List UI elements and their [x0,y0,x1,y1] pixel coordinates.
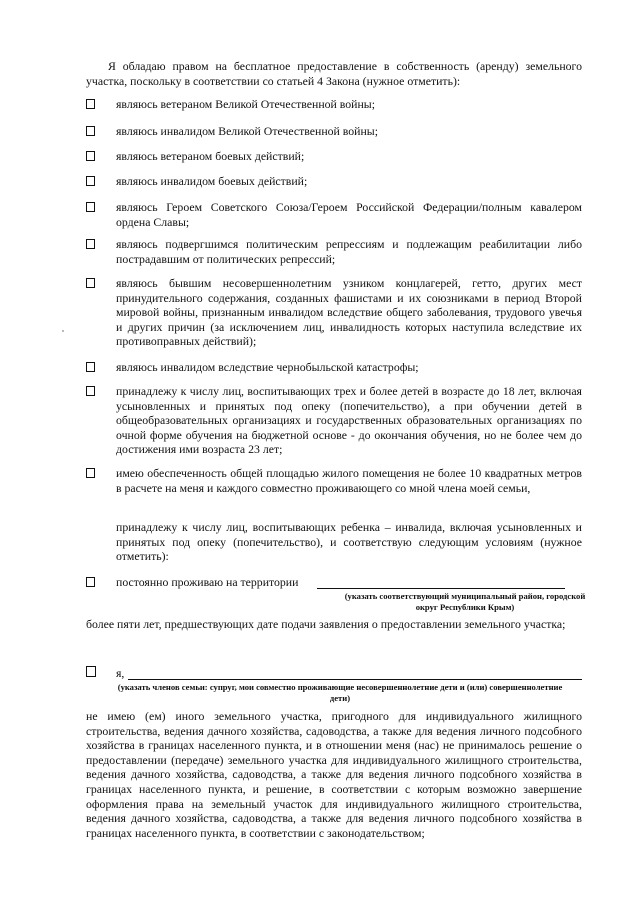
option-label: являюсь ветераном боевых действий; [116,149,305,163]
checkbox[interactable] [86,386,95,396]
family-fill-line[interactable] [128,679,582,680]
residence-fill-line[interactable] [317,588,565,589]
option-repressed [86,237,582,266]
option-chernobyl [86,360,582,375]
option-label: являюсь подвергшимся политическим репрессиям и подлежащим реабилитации либо пострадавшим от политических репрессий; [116,237,582,266]
checkbox[interactable] [86,278,95,288]
option-label: являюсь инвалидом Великой Отечественной войны; [116,124,379,138]
checkbox[interactable] [86,666,96,677]
option-label: являюсь ветераном Великой Отечественной войны; [116,97,376,111]
margin-mark [62,330,64,332]
option-label: являюсь инвалидом вследствие чернобыльской катастрофы; [116,360,419,374]
option-label: принадлежу к числу лиц, воспитывающих трех и более детей в возрасте до 18 лет, включая усыновленных и принятых под опеку (попечительство), а при обучении детей в общеобразовательных организациях и государственных образовательных организациях по очной форме обучения на бюджетной основе - до окончания обучения, но не более чем до достижения ими возраста 23 лет; [116,384,582,457]
option-label: постоянно проживаю на территории [116,575,299,589]
residence-note: (указать соответствующий муниципальный район, городской округ Республики Крым) [344,591,586,612]
checkbox[interactable] [86,202,95,212]
option-large-family [86,384,582,457]
checkbox[interactable] [86,176,95,186]
checkbox[interactable] [86,99,95,109]
final-paragraph: не имею (ем) иного земельного участка, пригодного для индивидуального жилищного строительства, ведения дачного хозяйства, садоводства, а также для ведения личного подсобного хозяйства в границах населенного пункта, и в отношении меня (нас) не принималось решение о предоставлении (передаче) земельного участка для индивидуального жилищного строительства, ведения дачного хозяйства, садоводства, а также для ведения личного подсобного хозяйства в границах населенного пункта, и решение, в соответствии с которым возможно завершение оформления права на земельный участок для индивидуального жилищного строительства, ведения дачного хозяйства, садоводства, а также для ведения личного подсобного хозяйства в границах населенного пункта, в соответствии с законодательством; [86,709,582,840]
option-label: имею обеспеченность общей площадью жилого помещения не более 10 квадратных метров в расчете на меня и каждого совместно проживающего со мной члена моей семьи, [116,466,582,495]
checkbox[interactable] [86,151,95,161]
intro-paragraph: Я обладаю правом на бесплатное предоставление в собственность (аренду) земельного участка, поскольку в соответствии со статьей 4 Закона (нужное отметить): [86,59,582,88]
checkbox[interactable] [86,468,95,478]
option-label: принадлежу к числу лиц, воспитывающих ребенка – инвалида, включая усыновленных и принятых под опеку (попечительство), и соответствую следующим условиям (нужное отметить): [116,520,582,564]
option-label: являюсь инвалидом боевых действий; [116,174,308,188]
option-housing [86,466,582,495]
checkbox[interactable] [86,239,95,249]
checkbox[interactable] [86,126,95,136]
checkbox[interactable] [86,362,95,372]
option-hero [86,200,582,229]
option-combat-invalid [86,174,582,189]
family-note: (указать членов семьи: супруг, мои совместно проживающие несовершеннолетние дети и (или) совершеннолетние дети) [117,682,563,703]
option-wwii-veteran [86,97,582,112]
ya-label: я, [116,666,125,680]
option-camp-prisoner [86,276,582,349]
option-wwii-invalid [86,124,582,139]
option-label: являюсь Героем Советского Союза/Героем Российской Федерации/полным кавалером ордена Славы; [116,200,582,229]
residence-continuation: более пяти лет, предшествующих дате подачи заявления о предоставлении земельного участка; [86,617,566,631]
option-combat-veteran [86,149,582,164]
option-disabled-child [86,520,582,564]
option-label: являюсь бывшим несовершеннолетним узником концлагерей, гетто, других мест принудительного содержания, созданных фашистами и их союзниками в период Второй мировой войны, признанным инвалидом вследствие общего заболевания, трудового увечья и других причин (за исключением лиц, инвалидность которых наступила вследствие их противоправных действий); [116,276,582,349]
checkbox[interactable] [86,577,95,587]
